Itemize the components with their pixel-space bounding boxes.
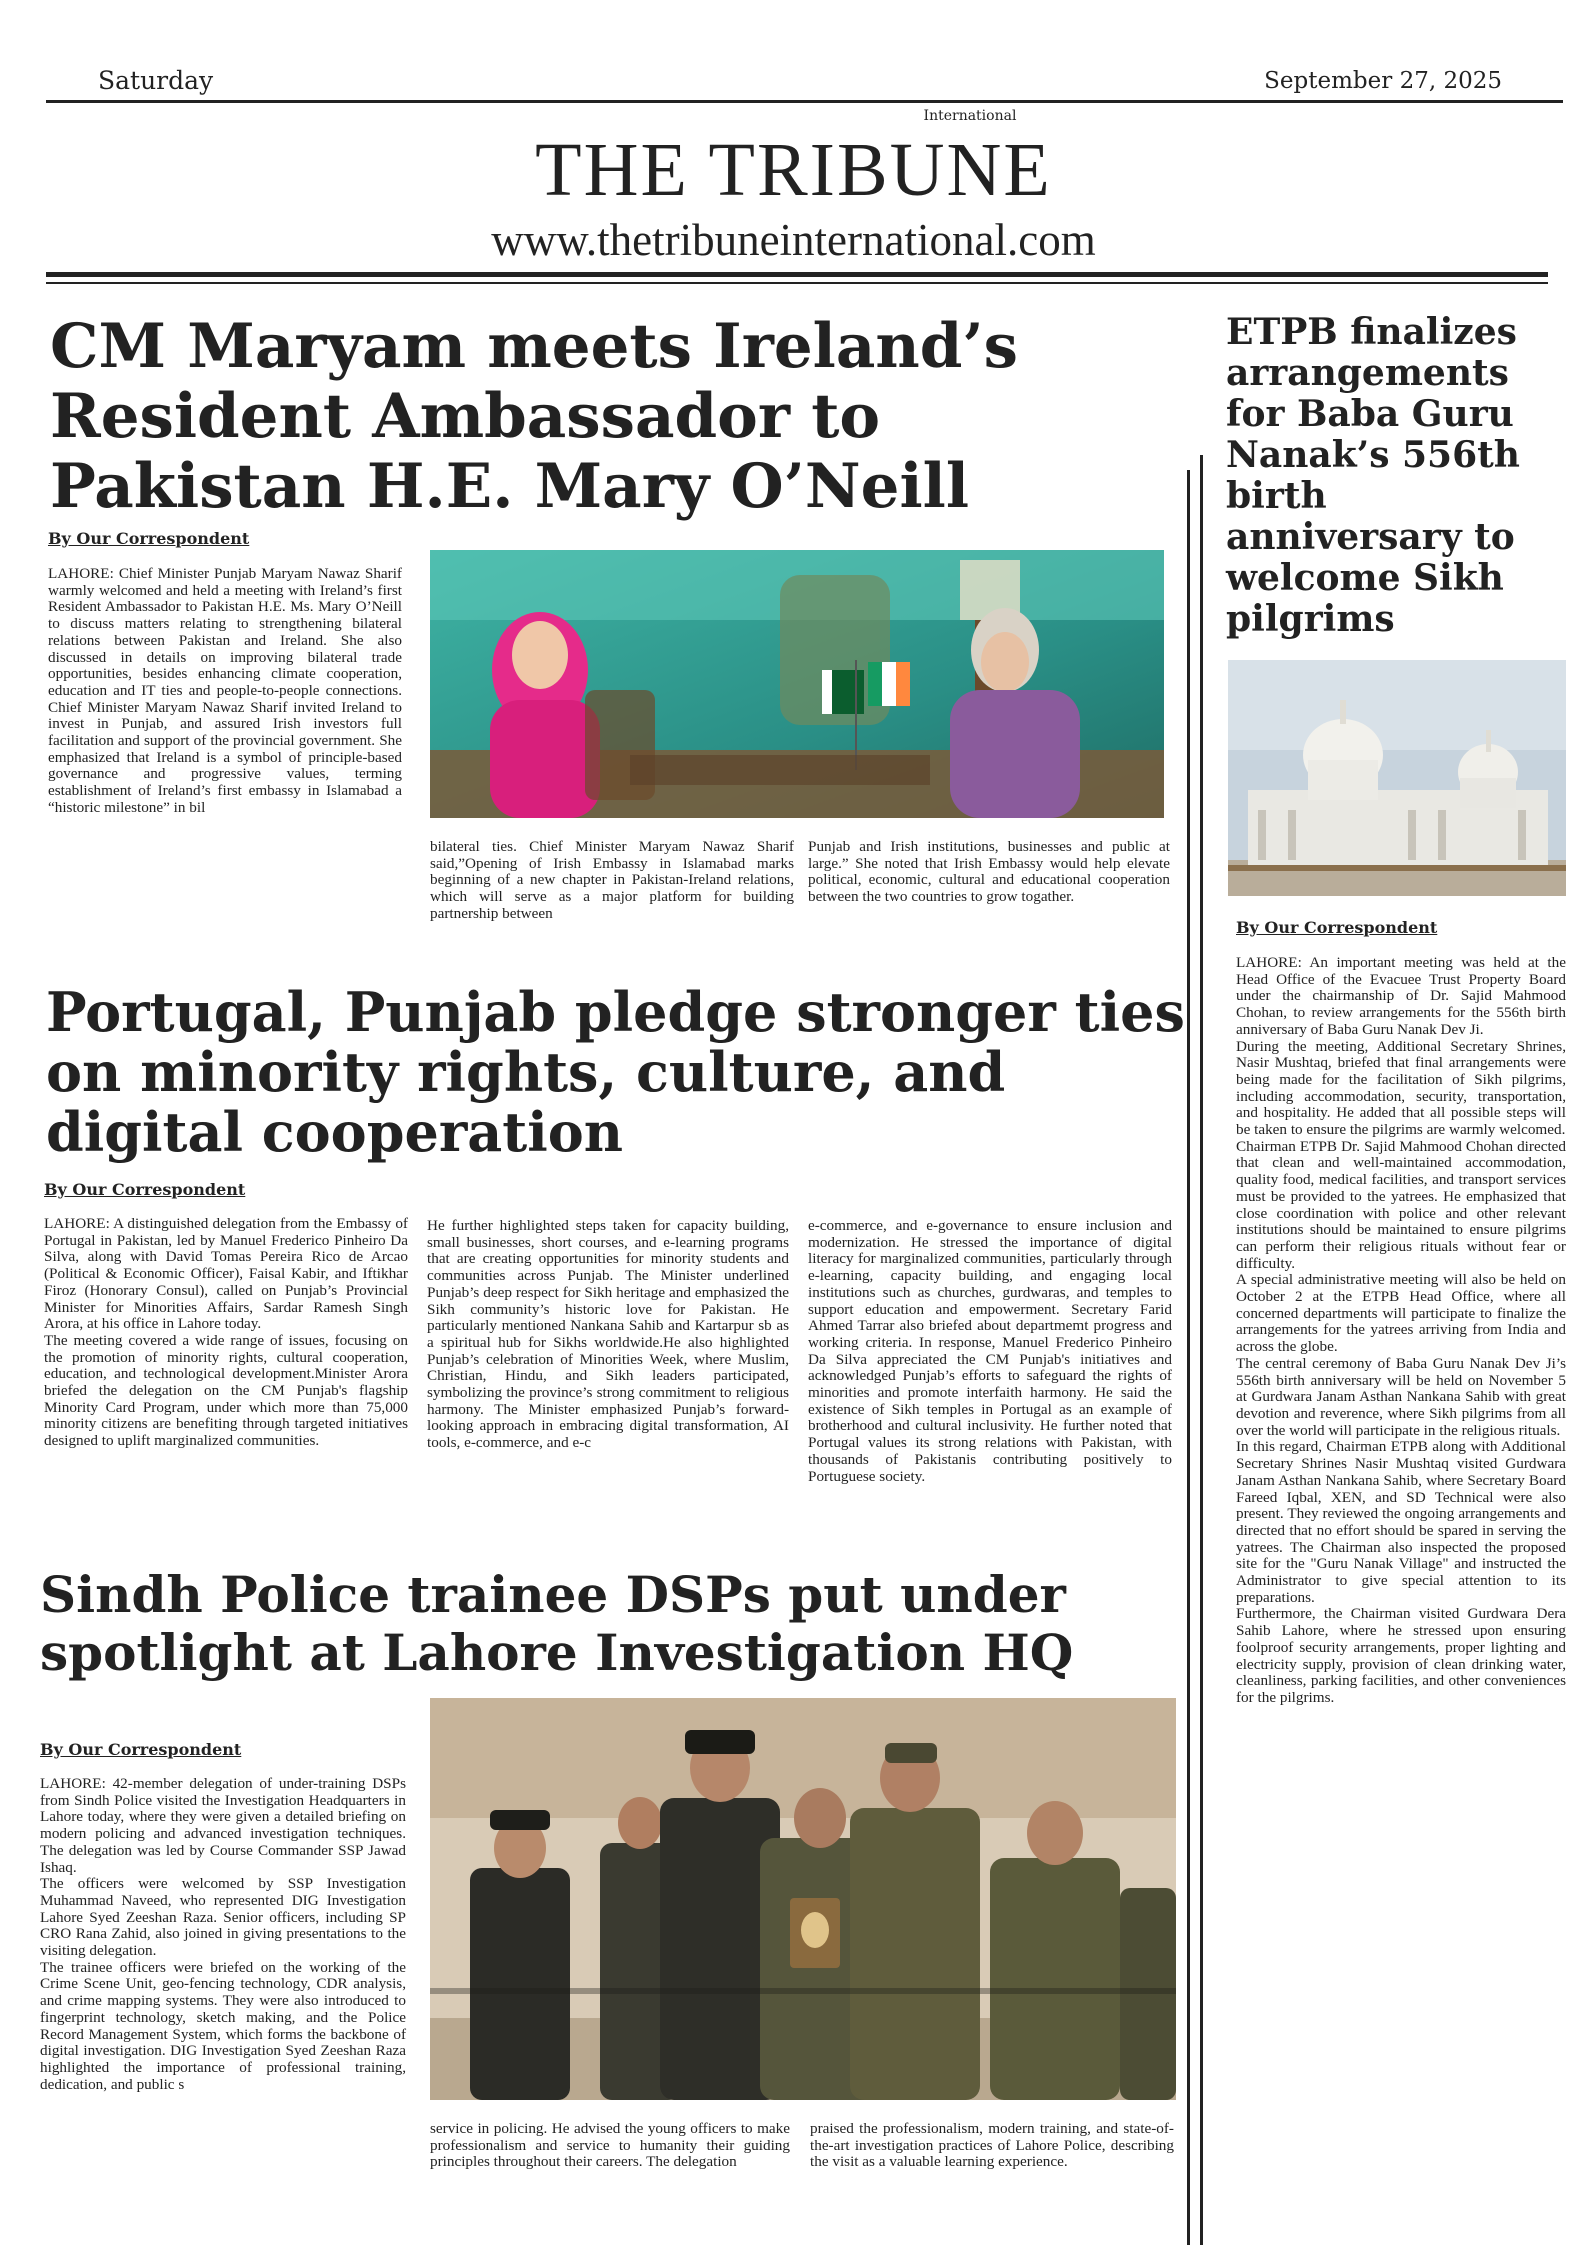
column-divider-right [1200, 455, 1203, 2245]
masthead-rule-thin [46, 282, 1548, 284]
column-divider-left [1187, 470, 1190, 2245]
masthead-kicker: International [923, 108, 1017, 124]
newspaper-title: THE TRIBUNE [535, 128, 1052, 212]
article2-byline: By Our Correspondent [44, 1180, 246, 1199]
sidebar-headline[interactable]: ETPB finalizes arrangements for Baba Guru Nanak’s 556th birth anniversary to welcome Sikh pilgrims [1226, 311, 1520, 640]
gurdwara-photo-graphic [1228, 660, 1566, 896]
article3-col2: service in policing. He advised the young officers to make professionalism and service to humanity their guiding principles throughout their careers. The delegation [430, 2120, 790, 2171]
article1-headline[interactable]: CM Maryam meets Ireland’s Resident Ambassador to Pakistan H.E. Mary O’Neill [50, 311, 1018, 522]
article2-col3: e-commerce, and e-governance to ensure inclusion and modernization. He stressed the importance of digital literacy for marginalized communities, particularly through e-learning, capacity building, and engaging local institutions such as churches, gurdwaras, and temples to support education and empowerment. Secretary Farid Ahmed Tarrar also briefed about departmemt progress and working criteria. In response, Manuel Frederico Pinheiro Da Silva appreciated the CM Punjab's initiatives and acknowledged Punjab’s efforts to safeguard the rights of minorities and promote interfaith harmony. He said the existence of Sikh temples in Portugal as an example of brotherhood and cultural inclusivity. He further noted that Portugal values its strong relations with Pakistan, with thousands of Pakistanis contributing positively to Portuguese society. [808, 1217, 1172, 1485]
issue-day: Saturday [98, 66, 214, 95]
sidebar-body: LAHORE: An important meeting was held at the Head Office of the Evacuee Trust Property Board under the chairmanship of Dr. Sajid Mahmood Chohan, to review arrangements for the 556th birth anniversary of Baba Guru Nanak Dev Ji. During the meeting, Additional Secretary Shrines, Nasir Mushtaq, briefed that final arrangements were being made for the facilitation of Sikh pilgrims, including accommodation, security, transportation, and hospitality. He added that all possible steps will be taken to ensure the pilgrims are warmly welcomed. Chairman ETPB Dr. Sajid Mahmood Chohan directed that clean and well-maintained accommodation, quality food, medical facilities, and transport services must be provided to the yatrees. He emphasized that close coordination with police and other relevant institutions should be maintained to ensure pilgrims can perform their religious rituals without fear or difficulty. A special administrative meeting will also be held on October 2 at the ETPB Head Office, where all concerned departments will participate to finalize the arrangements for the yatrees arriving from India and across the globe. The central ceremony of Baba Guru Nanak Dev Ji’s 556th birth anniversary will be held on November 5 at Gurdwara Janam Asthan Nankana Sahib with great devotion and reverence, where Sikh pilgrims from all over the world will participate in the religious rituals. In this regard, Chairman ETPB along with Additional Secretary Shrines Nasir Mushtaq visited Gurdwara Janam Asthan Nankana Sahib, where Secretary Board Fareed Iqbal, XEN, and SD Technical were also present. They reviewed the ongoing arrangements and directed that no effort should be spared in serving the yatrees. The Chairman also inspected the proposed site for the "Guru Nanak Village" and instructed the Administrator to give special attention to its preparations. Furthermore, the Chairman visited Gurdwara Dera Sahib Lahore, where he stressed upon ensuring foolproof security arrangements, proper lighting and electricity supply, provision of clean drinking water, cleanliness, parking facilities, and other conveniences for the pilgrims. [1236, 954, 1566, 1706]
sidebar-photo-gurdwara [1228, 660, 1566, 896]
article3-photo-police [430, 1698, 1176, 2100]
sidebar-byline: By Our Correspondent [1236, 918, 1438, 937]
police-photo-graphic [430, 1698, 1176, 2100]
article1-photo-meeting [430, 550, 1164, 818]
article3-col1: LAHORE: 42-member delegation of under-training DSPs from Sindh Police visited the Investigation Headquarters in Lahore today, where they were given a detailed briefing on modern policing and advanced investigation techniques. The delegation was led by Course Commander SSP Jawad Ishaq. The officers were welcomed by SSP Investigation Muhammad Naveed, who represented DIG Investigation Lahore Syed Zeeshan Raza. Senior officers, including SP CRO Rana Zahid, also joined in giving presentations to the visiting delegation. The trainee officers were briefed on the working of the Crime Scene Unit, geo-fencing technology, CDR analysis, and crime mapping systems. They were also introduced to fingerprint technology, sketch making, and the Police Record Management System, which forms the backbone of digital investigation. DIG Investigation Syed Zeeshan Raza highlighted the importance of professional training, dedication, and public s [40, 1775, 406, 2093]
article3-headline[interactable]: Sindh Police trainee DSPs put under spotlight at Lahore Investigation HQ [40, 1565, 1074, 1682]
article2-col2: He further highlighted steps taken for capacity building, small businesses, short courses, and e-learning programs that are creating opportunities for minority students and communities across Punjab. The Minister underlined Punjab’s deep respect for Sikh heritage and emphasized the Sikh community’s historic love for Pakistan. He particularly mentioned Nankana Sahib and Kartarpur sb as a spiritual hub for Sikhs worldwide.He also highlighted Punjab’s celebration of Minorities Week, where Muslim, Christian, Hindu, and Sikh leaders participated, symbolizing the province’s strong commitment to religious harmony. The Minister emphasized Punjab’s forward-looking approach in embracing digital transformation, AI tools, e-commerce, and e-c [427, 1217, 789, 1452]
article1-col2: bilateral ties. Chief Minister Maryam Nawaz Sharif said,”Opening of Irish Embassy in Islamabad marks beginning of a new chapter in Pakistan-Ireland relations, which will serve as a major platform for building partnership between [430, 838, 794, 922]
article2-headline[interactable]: Portugal, Punjab pledge stronger ties on minority rights, culture, and digital cooperation [46, 980, 1185, 1164]
article2-col1: LAHORE: A distinguished delegation from the Embassy of Portugal in Pakistan, led by Manuel Frederico Pinheiro Da Silva, along with David Tomas Pereira Rico de Arcao (Political & Economic Officer), Faisal Kabir, and Iftikhar Firoz (Honorary Consul), called on Punjab’s Provincial Minister for Minorities Affairs, Sardar Ramesh Singh Arora, at his office in Lahore today. The meeting covered a wide range of issues, focusing on the promotion of minority rights, cultural cooperation, education, and technological development.Minister Arora briefed the delegation on the CM Punjab's flagship Minority Card Program, under which more than 75,000 minority citizens are benefiting through targeted initiatives designed to uplift marginalized communities. [44, 1215, 408, 1450]
masthead-rule-thick [46, 272, 1548, 277]
article1-col1: LAHORE: Chief Minister Punjab Maryam Nawaz Sharif warmly welcomed and held a meeting with Ireland’s first Resident Ambassador to Pakistan H.E. Ms. Mary O’Neill to discuss matters relating to strengthening bilateral relations between Pakistan and Ireland. She also discussed in details on improving bilateral trade opportunities, besides enhancing climate cooperation, education and IT ties and people-to-people connections. Chief Minister Maryam Nawaz Sharif invited Ireland to invest in Punjab, and assured Irish investors full facilitation and support of the provincial government. She emphasized that Ireland is a symbol of principle-based governance and progressive values, terming establishment of Ireland’s first embassy in Islamabad a “historic milestone” in bil [48, 565, 402, 816]
meeting-photo-graphic [430, 550, 1164, 818]
newspaper-url[interactable]: www.thetribuneinternational.com [491, 215, 1096, 265]
article3-byline: By Our Correspondent [40, 1740, 242, 1759]
article3-col3: praised the professionalism, modern training, and state-of-the-art investigation practices of Lahore Police, describing the visit as a valuable learning experience. [810, 2120, 1174, 2171]
article1-byline: By Our Correspondent [48, 529, 250, 548]
article1-col3: Punjab and Irish institutions, businesses and public at large.” She noted that Irish Embassy would help elevate political, economic, cultural and educational cooperation between the two countries to grow togather. [808, 838, 1170, 906]
issue-date: September 27, 2025 [1264, 68, 1502, 94]
top-rule [46, 100, 1563, 103]
